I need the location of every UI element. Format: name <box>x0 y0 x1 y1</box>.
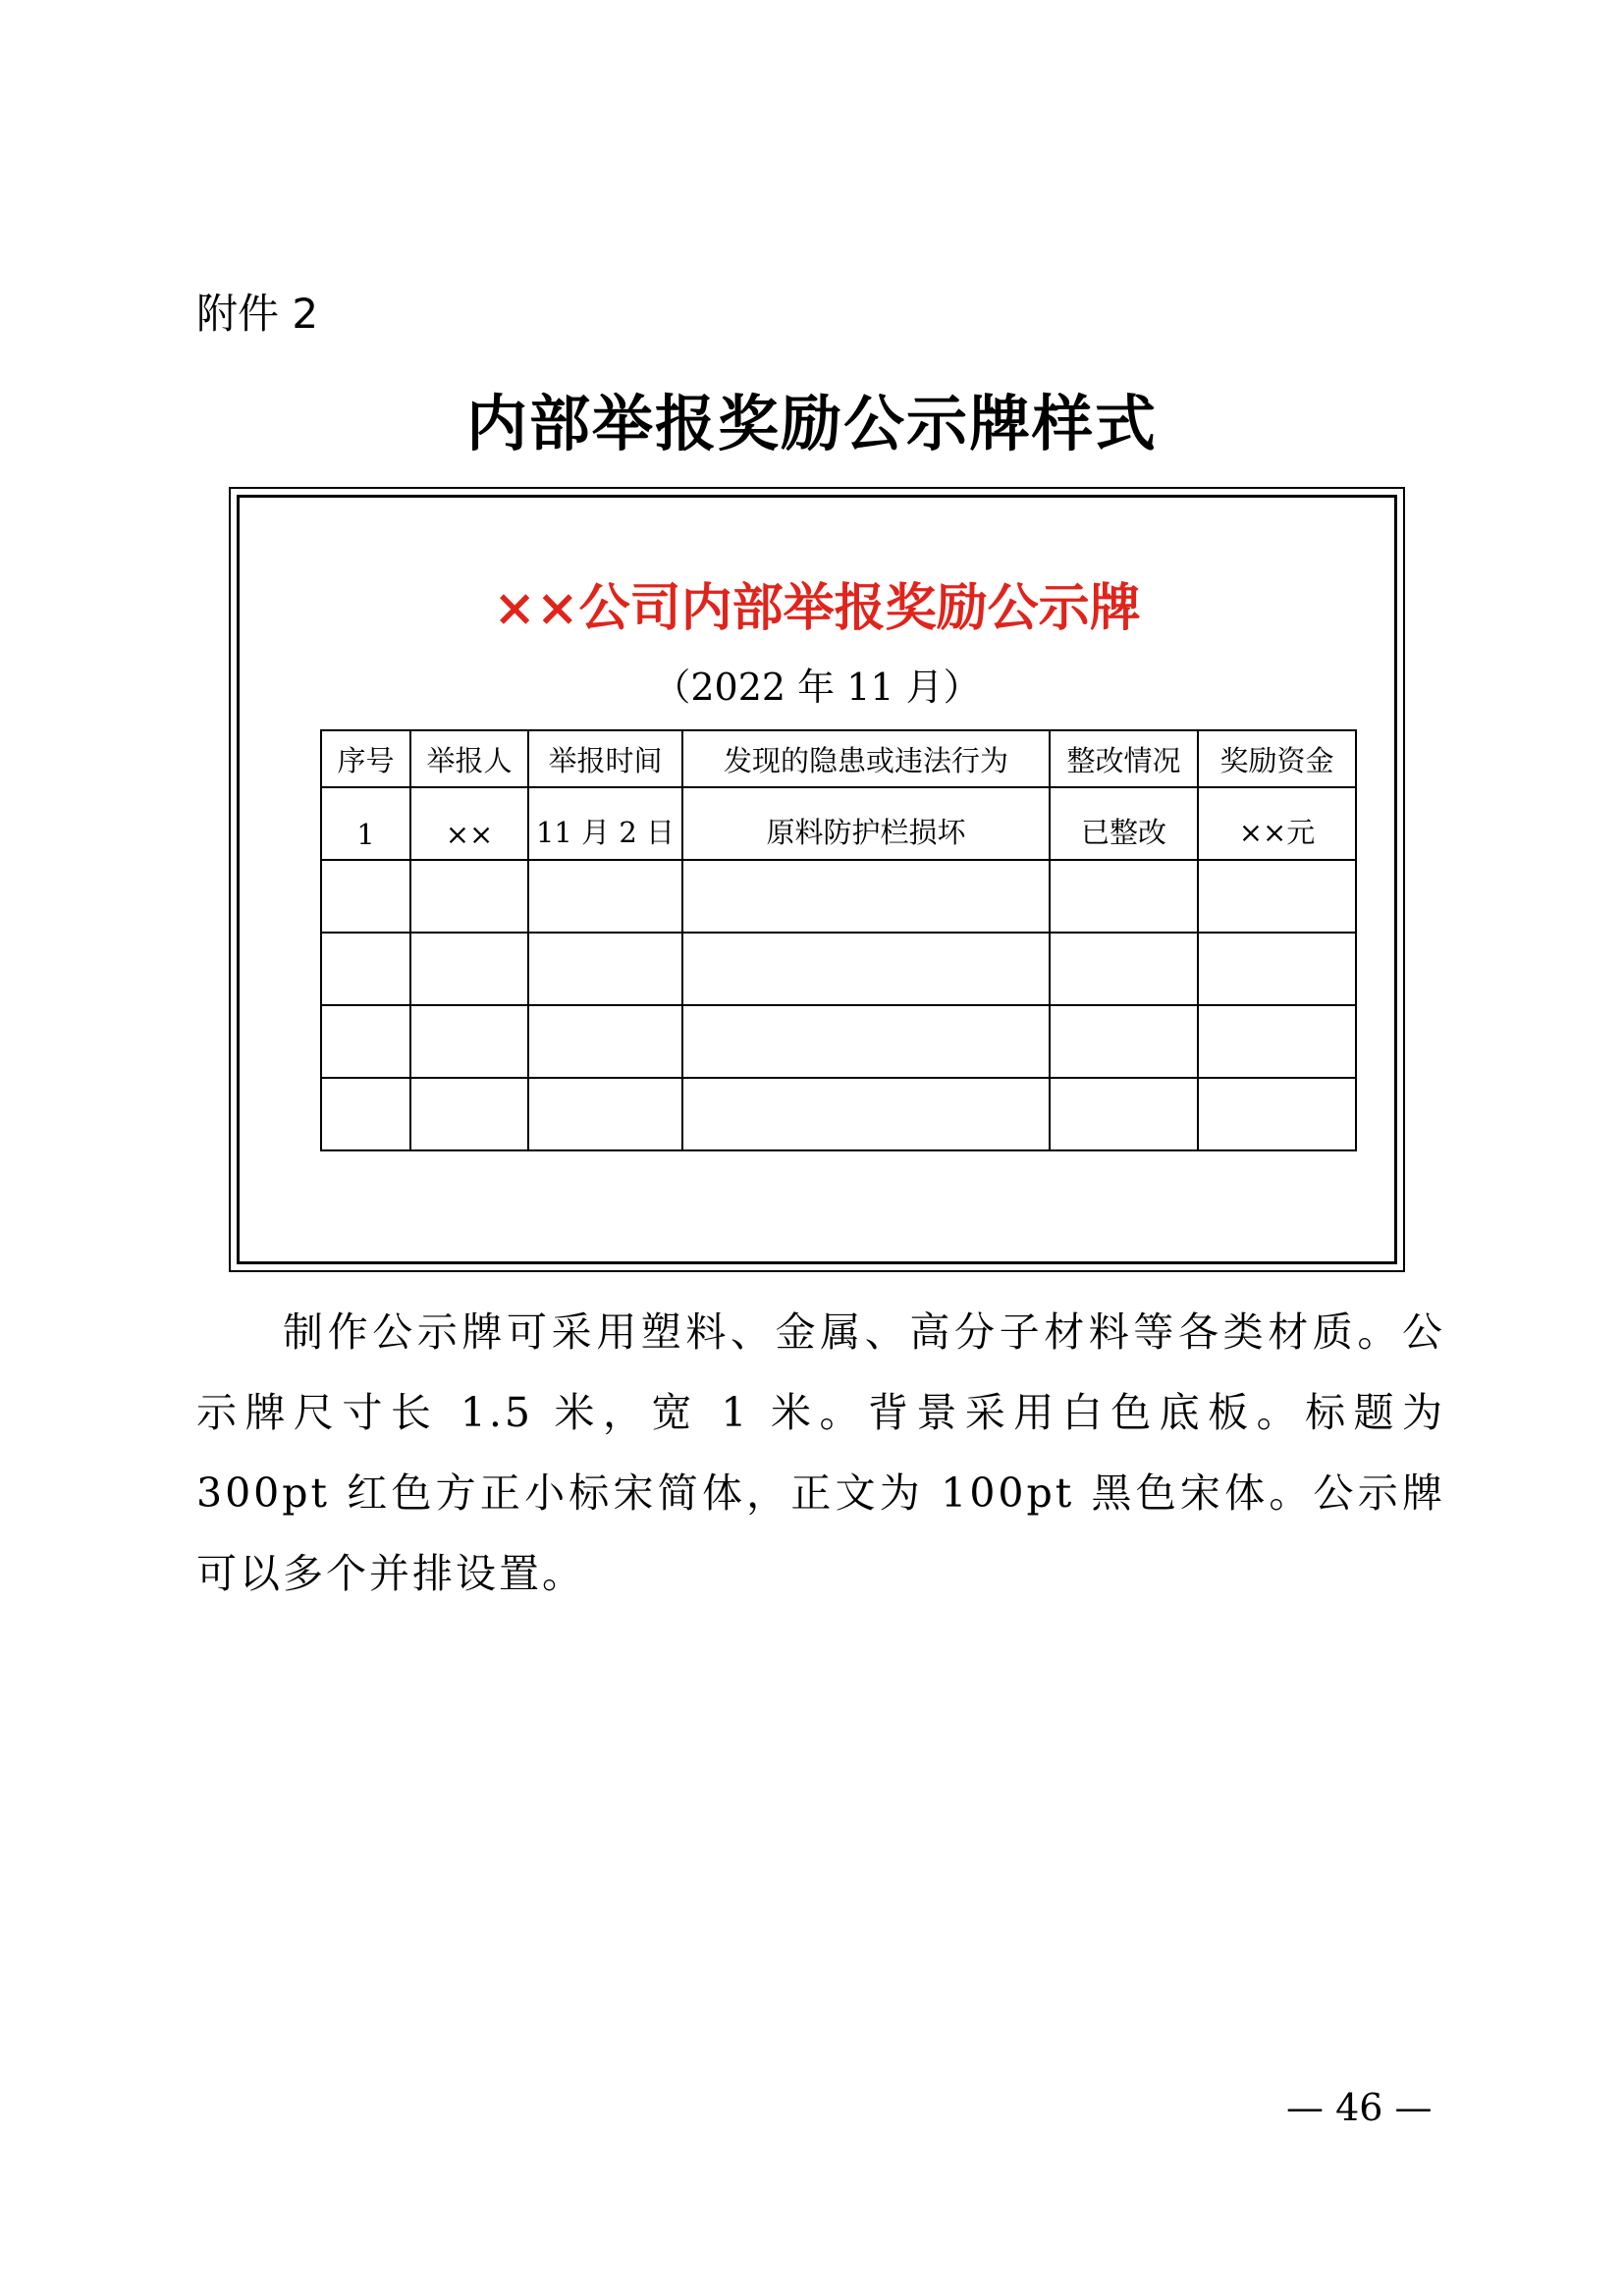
empty-cell <box>410 1078 528 1150</box>
empty-cell <box>1050 1005 1198 1078</box>
empty-cell <box>528 1005 682 1078</box>
empty-cell <box>682 1078 1050 1150</box>
empty-cell <box>1198 1005 1356 1078</box>
notice-board-sample <box>229 487 1405 1272</box>
cell-report-time: 11 月 2 日 <box>528 787 682 860</box>
empty-cell <box>682 860 1050 933</box>
empty-cell <box>321 1005 410 1078</box>
board-subtitle: （2022 年 11 月） <box>653 666 981 709</box>
empty-cell <box>1198 933 1356 1005</box>
table-row-empty <box>321 860 1356 933</box>
header-cell-rectification: 整改情况 <box>1050 730 1198 787</box>
cell-hazard-found: 原料防护栏损坏 <box>682 787 1050 860</box>
empty-cell <box>410 933 528 1005</box>
header-cell-hazard-found: 发现的隐患或违法行为 <box>682 730 1050 787</box>
report-reward-table <box>320 729 1357 1151</box>
board-title: ××公司内部举报奖励公示牌 <box>493 578 1141 638</box>
empty-cell <box>1050 1078 1198 1150</box>
header-cell-reporter: 举报人 <box>410 730 528 787</box>
attachment-label: 附件 2 <box>196 290 319 338</box>
empty-cell <box>410 860 528 933</box>
header-cell-report-time: 举报时间 <box>528 730 682 787</box>
table-row <box>321 787 1356 860</box>
empty-cell <box>321 933 410 1005</box>
empty-cell <box>321 1078 410 1150</box>
table-row-empty <box>321 1005 1356 1078</box>
empty-cell <box>1050 860 1198 933</box>
empty-cell <box>1198 1078 1356 1150</box>
cell-serial: 1 <box>321 787 410 860</box>
empty-cell <box>528 933 682 1005</box>
table-header-row <box>321 730 1356 787</box>
empty-cell <box>321 860 410 933</box>
notice-board-inner-frame <box>237 495 1397 1264</box>
table-row-empty <box>321 1078 1356 1150</box>
cell-reward: ××元 <box>1198 787 1356 860</box>
empty-cell <box>410 1005 528 1078</box>
cell-rectification: 已整改 <box>1050 787 1198 860</box>
cell-reporter: ×× <box>410 787 528 860</box>
page-number: — 46 — <box>1286 2086 1433 2129</box>
empty-cell <box>682 933 1050 1005</box>
header-cell-reward: 奖励资金 <box>1198 730 1356 787</box>
specification-paragraph: 制作公示牌可采用塑料、金属、高分子材料等各类材质。公示牌尺寸长 1.5 米，宽 1 米。背景采用白色底板。标题为 300pt 红色方正小标宋简体，正文为 100pt 黑色宋体。公示牌可以多个并排设置。 <box>196 1308 1445 1597</box>
empty-cell <box>682 1005 1050 1078</box>
header-cell-serial: 序号 <box>321 730 410 787</box>
empty-cell <box>1198 860 1356 933</box>
empty-cell <box>528 1078 682 1150</box>
empty-cell <box>528 860 682 933</box>
table-row-empty <box>321 933 1356 1005</box>
empty-cell <box>1050 933 1198 1005</box>
document-title: 内部举报奖励公示牌样式 <box>465 388 1158 459</box>
